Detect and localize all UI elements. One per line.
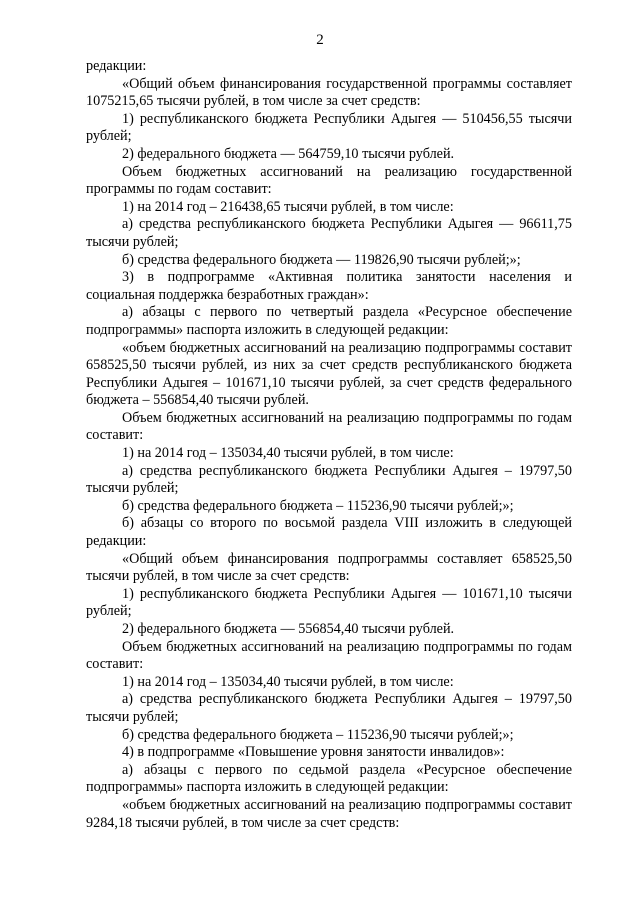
paragraph: Объем бюджетных ассигнований на реализацию подпрограммы по годам составит:: [86, 638, 572, 673]
paragraph: б) абзацы со второго по восьмой раздела VIII изложить в следующей редакции:: [86, 515, 572, 550]
paragraph: б) средства федерального бюджета – 115236,90 тысячи рублей;»;: [122, 726, 514, 743]
paragraph: а) абзацы с первого по четвертый раздела «Ресурсное обеспечение подпрограммы» паспорта изложить в следующей редакции:: [86, 304, 572, 338]
paragraph: 1) на 2014 год – 216438,65 тысячи рублей, в том числе:: [122, 198, 454, 215]
document-body: [86, 58, 572, 832]
paragraph: а) средства республиканского бюджета Республики Адыгея – 19797,50 тысячи рублей;: [86, 462, 572, 497]
paragraph: Объем бюджетных ассигнований на реализацию государственной программы по годам составит:: [86, 163, 572, 198]
paragraph: а) средства республиканского бюджета Республики Адыгея – 19797,50 тысячи рублей;: [86, 691, 572, 725]
paragraph: а) средства республиканского бюджета Республики Адыгея — 96611,75 тысячи рублей;: [86, 216, 572, 250]
paragraph: б) средства федерального бюджета – 115236,90 тысячи рублей;»;: [122, 497, 514, 514]
page-number: 2: [316, 32, 324, 48]
paragraph: «Общий объем финансирования подпрограммы составляет 658525,50 тысячи рублей, в том числе за счет средств:: [86, 550, 572, 585]
paragraph: Объем бюджетных ассигнований на реализацию подпрограммы по годам составит:: [86, 409, 572, 444]
paragraph: 3) в подпрограмме «Активная политика занятости населения и социальная поддержка безработных граждан»:: [86, 269, 572, 303]
paragraph: редакции:: [86, 58, 147, 74]
paragraph: 2) федерального бюджета — 556854,40 тысячи рублей.: [122, 621, 455, 637]
paragraph: «Общий объем финансирования государственной программы составляет 1075215,65 тысячи рублей, в том числе за счет средств:: [86, 75, 572, 110]
paragraph: б) средства федерального бюджета — 119826,90 тысячи рублей;»;: [122, 251, 521, 268]
paragraph: а) абзацы с первого по седьмой раздела «Ресурсное обеспечение подпрограммы» паспорта изложить в следующей редакции:: [86, 761, 572, 796]
paragraph: 1) республиканского бюджета Республики Адыгея — 510456,55 тысячи рублей;: [86, 110, 572, 145]
paragraph: «объем бюджетных ассигнований на реализацию подпрограммы составит 658525,50 тысячи рублей, из них за счет средств республиканского бюджета Республики Адыгея – 101671,10 тысячи рублей, за счет средств федерального бюджета – 556854,40 тысячи рублей.: [86, 339, 572, 409]
paragraph: 4) в подпрограмме «Повышение уровня занятости инвалидов»:: [122, 744, 505, 761]
paragraph: 1) на 2014 год – 135034,40 тысячи рублей, в том числе:: [122, 445, 454, 462]
paragraph: «объем бюджетных ассигнований на реализацию подпрограммы составит 9284,18 тысячи рублей, в том числе за счет средств:: [86, 796, 572, 831]
paragraph: 1) республиканского бюджета Республики Адыгея — 101671,10 тысячи рублей;: [86, 585, 572, 620]
paragraph: 1) на 2014 год – 135034,40 тысячи рублей, в том числе:: [122, 673, 454, 690]
paragraph: 2) федерального бюджета — 564759,10 тысячи рублей.: [122, 145, 455, 162]
